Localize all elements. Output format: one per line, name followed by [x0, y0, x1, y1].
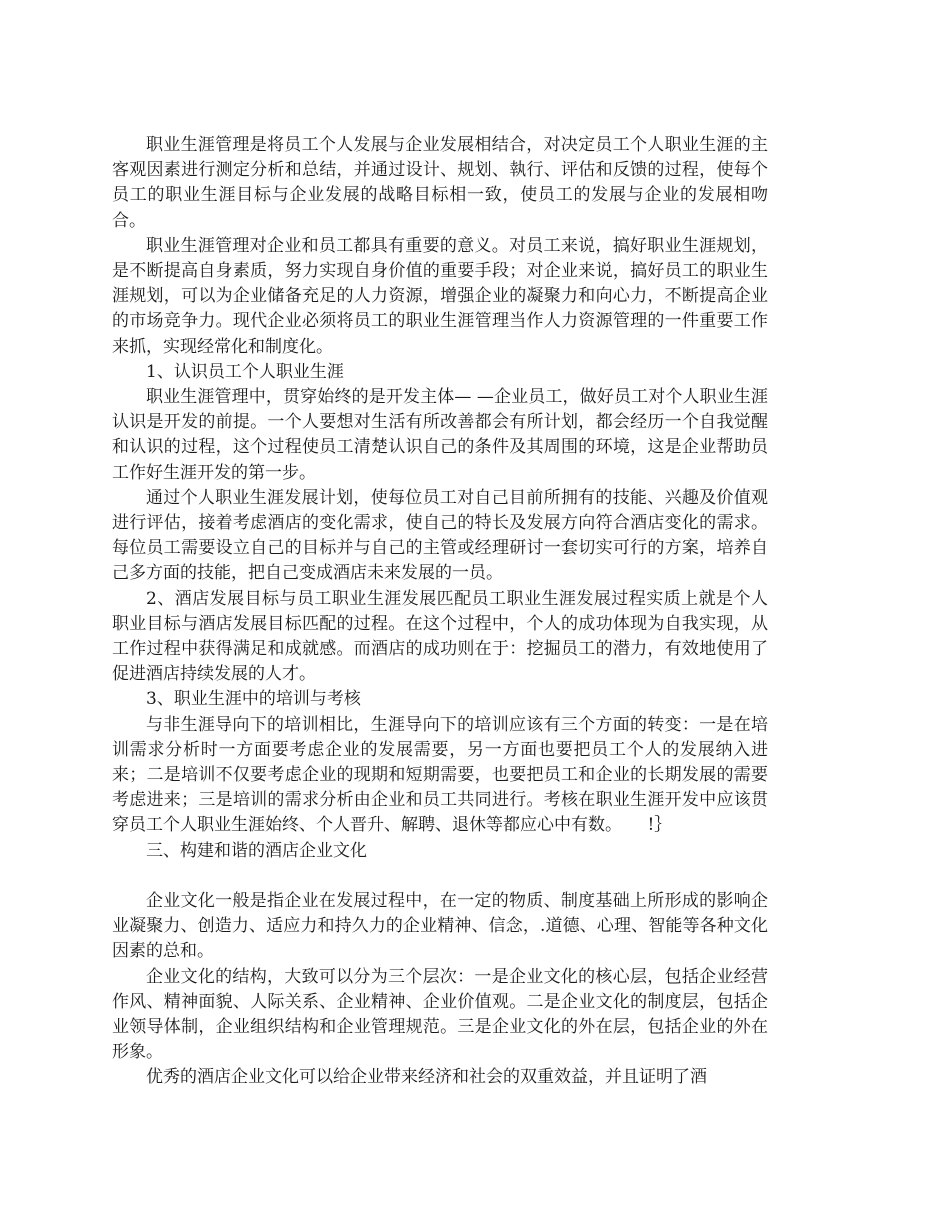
paragraph-career-management-significance: 职业生涯管理对企业和员工都具有重要的意义。对员工来说，搞好职业生涯规划，是不断提高自身素质，努力实现自身价值的重要手段；对企业来说，搞好员工的职业生涯规划，可以为企业储备充足的人力资源，增强企业的凝聚力和向心力，不断提高企业的市场竞争力。现代企业必须将员工的职业生涯管理当作人力资源管理的一件重要工作来抓，实现经常化和制度化。 — [112, 235, 768, 357]
document-body — [112, 133, 768, 1091]
heading-training-and-assessment: 3、职业生涯中的培训与考核 — [146, 689, 361, 710]
paragraph-culture-definition: 企业文化一般是指企业在发展过程中，在一定的物质、制度基础上所形成的影响企业凝聚力、创造力、适应力和持久力的企业精神、信念，.道德、心理、智能等各种文化因素的总和。 — [112, 890, 768, 962]
paragraph-career-management-definition: 职业生涯管理是将员工个人发展与企业发展相结合，对决定员工个人职业生涯的主客观因素进行测定分析和总结，并通过设计、规划、執行、评估和反馈的过程，使每个员工的职业生涯目标与企业发展的战略目标相一致，使员工的发展与企业的发展相吻合。 — [112, 135, 768, 231]
heading-corporate-culture: 三、构建和谐的酒店企业文化 — [146, 840, 367, 861]
paragraph-culture-benefits: 优秀的酒店企业文化可以给企业带来经济和社会的双重效益，并且证明了酒 — [146, 1067, 707, 1088]
paragraph-training-transformation: 与非生涯导向下的培训相比，生涯导向下的培训应该有三个方面的转变：一是在培训需求分析时一方面要考虑企业的发展需要，另一方面也要把员工个人的发展纳入进来；二是培训不仅要考虑企业的现期和短期需要，也要把员工和企业的长期发展的需要考虑进来；三是培训的需求分析由企业和员工共同进行。考核在职业生涯开发中应该贯穿员工个人职业生涯始终、个人晋升、解聘、退休等都应心中有数。 !｝ — [112, 714, 768, 836]
paragraph-culture-structure: 企业文化的结构，大致可以分为三个层次：一是企业文化的核心层，包括企业经营作风、精神面貌、人际关系、企业精神、企业价值观。二是企业文化的制度层，包括企业领导体制，企业组织结构和企业管理规范。三是企业文化的外在层，包括企业的外在形象。 — [112, 966, 768, 1063]
paragraph-development-plan: 通过个人职业生涯发展计划，使每位员工对自己目前所拥有的技能、兴趣及价值观进行评估，接着考虑酒店的变化需求，使自己的特长及发展方向符合酒店变化的需求。每位员工需要设立自己的目标并与自己的主管或经理研讨一套切实可行的方案，培养自己多方面的技能，把自己变成酒店未来发展的一员。 — [112, 487, 768, 584]
heading-understand-employee-career: 1、认识员工个人职业生涯 — [146, 361, 344, 382]
paragraph-employee-self-awareness: 职业生涯管理中，贯穿始终的是开发主体— —企业员工，做好员工对个人职业生涯认识是开发的前提。一个人要想对生活有所改善都会有所计划，都会经历一个自我觉醒和认识的过程，这个过程使员工清楚认识自己的条件及其周围的环境，这是企业帮助员工作好生涯开发的第一步。 — [112, 387, 768, 483]
paragraph-goal-matching: 2、酒店发展目标与员工职业生涯发展匹配员工职业生涯发展过程实质上就是个人职业目标与酒店发展目标匹配的过程。在这个过程中，个人的成功体现为自我实现，从工作过程中获得满足和成就感。而酒店的成功则在于：挖掘员工的潜力，有效地使用了促进酒店持续发展的人才。 — [112, 588, 768, 685]
